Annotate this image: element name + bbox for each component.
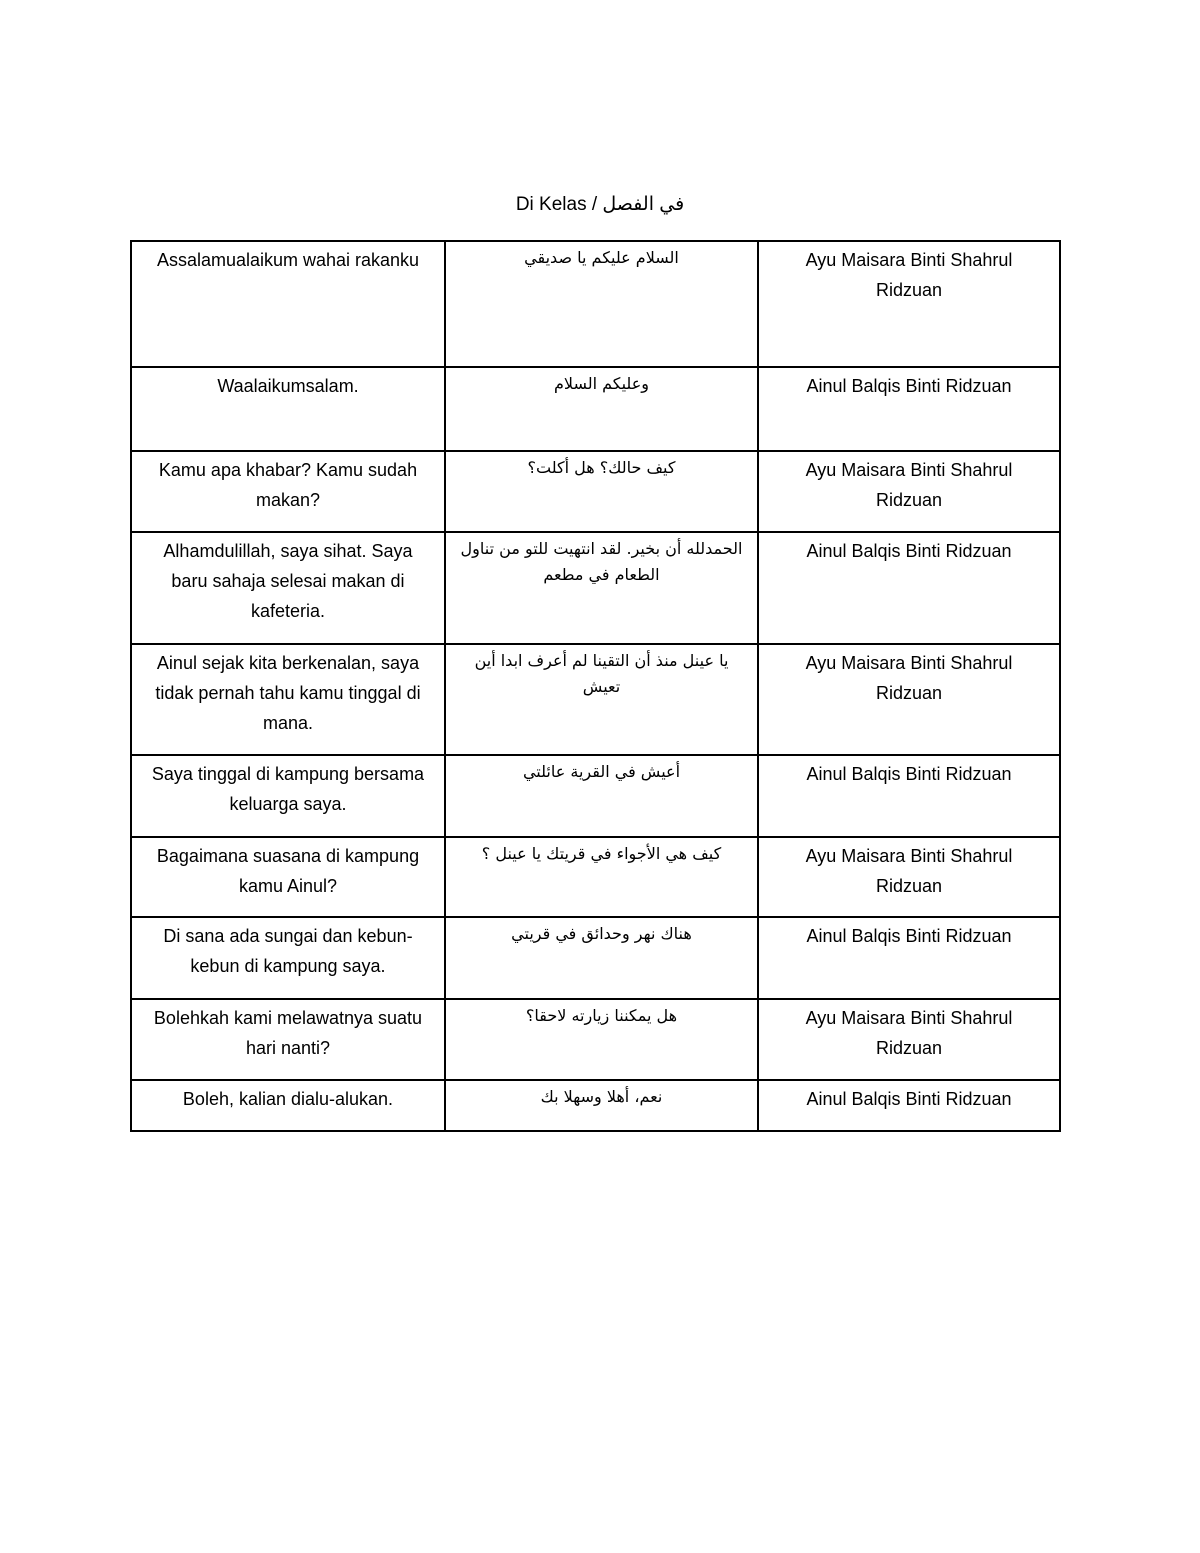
- malay-text-cell: Assalamualaikum wahai rakanku: [131, 241, 445, 367]
- table-row: [131, 532, 1060, 644]
- arabic-text-cell: وعليكم السلام: [445, 367, 758, 451]
- speaker-cell: Ayu Maisara Binti Shahrul Ridzuan: [758, 999, 1060, 1080]
- arabic-text-cell: السلام عليكم يا صديقي: [445, 241, 758, 367]
- speaker-cell: Ayu Maisara Binti Shahrul Ridzuan: [758, 837, 1060, 917]
- table-row: [131, 755, 1060, 837]
- table-row: [131, 917, 1060, 999]
- malay-text-cell: Di sana ada sungai dan kebun-kebun di kampung saya.: [131, 917, 445, 999]
- malay-text-cell: Boleh, kalian dialu-alukan.: [131, 1080, 445, 1131]
- speaker-cell: Ainul Balqis Binti Ridzuan: [758, 1080, 1060, 1131]
- speaker-cell: Ainul Balqis Binti Ridzuan: [758, 755, 1060, 837]
- arabic-text-cell: نعم، أهلا وسهلا بك: [445, 1080, 758, 1131]
- arabic-text-cell: الحمدلله أن بخير. لقد انتهيت للتو من تناول الطعام في مطعم: [445, 532, 758, 644]
- speaker-cell: Ayu Maisara Binti Shahrul Ridzuan: [758, 241, 1060, 367]
- table-row: [131, 999, 1060, 1080]
- table-row: [131, 451, 1060, 532]
- dialogue-table: [130, 240, 1061, 1132]
- table-row: [131, 1080, 1060, 1131]
- malay-text-cell: Waalaikumsalam.: [131, 367, 445, 451]
- table-row: [131, 367, 1060, 451]
- speaker-cell: Ainul Balqis Binti Ridzuan: [758, 917, 1060, 999]
- page-title: Di Kelas / في الفصل: [515, 194, 685, 215]
- malay-text-cell: Ainul sejak kita berkenalan, saya tidak pernah tahu kamu tinggal di mana.: [131, 644, 445, 755]
- malay-text-cell: Bagaimana suasana di kampung kamu Ainul?: [131, 837, 445, 917]
- malay-text-cell: Bolehkah kami melawatnya suatu hari nanti?: [131, 999, 445, 1080]
- arabic-text-cell: كيف هي الأجواء في قريتك يا عينل ؟: [445, 837, 758, 917]
- malay-text-cell: Saya tinggal di kampung bersama keluarga saya.: [131, 755, 445, 837]
- table-row: [131, 837, 1060, 917]
- arabic-text-cell: يا عينل منذ أن التقينا لم أعرف ابدا أين تعيش: [445, 644, 758, 755]
- table-row: [131, 241, 1060, 367]
- speaker-cell: Ayu Maisara Binti Shahrul Ridzuan: [758, 644, 1060, 755]
- speaker-cell: Ayu Maisara Binti Shahrul Ridzuan: [758, 451, 1060, 532]
- arabic-text-cell: هناك نهر وحدائق في قريتي: [445, 917, 758, 999]
- speaker-cell: Ainul Balqis Binti Ridzuan: [758, 532, 1060, 644]
- arabic-text-cell: هل يمكننا زيارته لاحقا؟: [445, 999, 758, 1080]
- speaker-cell: Ainul Balqis Binti Ridzuan: [758, 367, 1060, 451]
- malay-text-cell: Alhamdulillah, saya sihat. Saya baru sahaja selesai makan di kafeteria.: [131, 532, 445, 644]
- malay-text-cell: Kamu apa khabar? Kamu sudah makan?: [131, 451, 445, 532]
- arabic-text-cell: كيف حالك؟ هل أكلت؟: [445, 451, 758, 532]
- table-row: [131, 644, 1060, 755]
- arabic-text-cell: أعيش في القرية عائلتي: [445, 755, 758, 837]
